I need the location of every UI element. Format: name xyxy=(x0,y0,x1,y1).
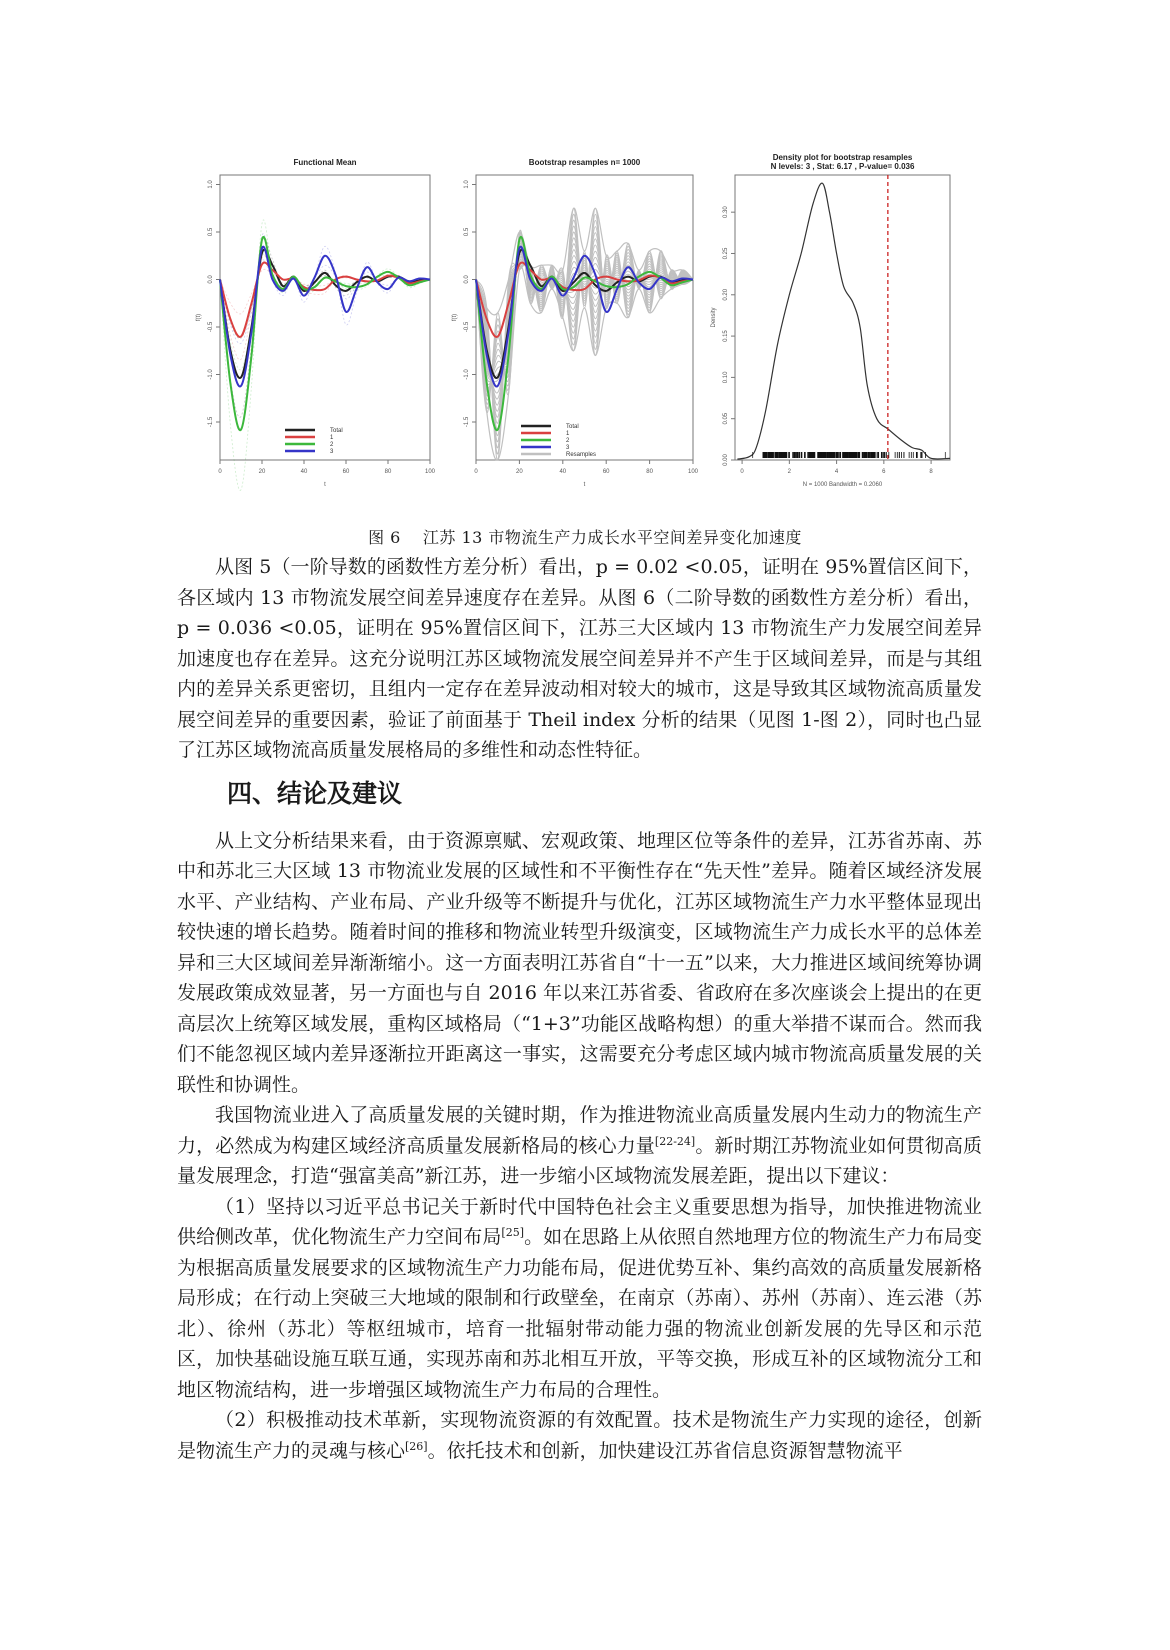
x-tick-label: 0 xyxy=(740,469,744,475)
figure-6 xyxy=(190,150,1020,510)
chart-title: Bootstrap resamples n= 1000 xyxy=(528,158,641,167)
y-tick-label: 0.0 xyxy=(464,275,470,284)
legend-label: 3 xyxy=(330,449,334,455)
density-curve xyxy=(737,183,950,459)
legend-label: 2 xyxy=(566,438,570,444)
y-tick-label: -1.5 xyxy=(464,416,470,428)
x-tick-label: 100 xyxy=(687,469,699,475)
article-body xyxy=(177,552,982,1466)
chart-title: Functional Mean xyxy=(293,158,357,167)
y-tick-label: -0.5 xyxy=(464,321,470,333)
y-tick-label: 0.20 xyxy=(723,288,729,301)
plot-frame xyxy=(735,175,950,460)
y-tick-label: 0.15 xyxy=(723,330,729,342)
paragraph-anova-results: 从图 5（一阶导数的函数性方差分析）看出，p = 0.02 <0.05，证明在 95%置信区间下，各区域内 13 市物流发展空间差异速度存在差异。从图 6（二阶导数的函数性方差分析）看出，p = 0.036 <0.05，证明在 95%置信区间下，江苏三大区域内 13 市物流生产力发展空间差异加速度也存在差异。这充分说明江苏区域物流发展空间差异并不产生于区域间差异，而是与其组内的差异关系更密切，且组内一定存在差异波动相对较大的城市，这是导致其区域物流高质量发展空间差异的重要因素，验证了前面基于 Theil index 分析的结果（见图 1-图 2），同时也凸显了江苏区域物流高质量发展格局的多维性和动态性特征。 xyxy=(177,556,982,761)
y-tick-label: 0.00 xyxy=(723,454,729,466)
x-tick-label: 80 xyxy=(646,469,653,475)
paragraph-conclusion-summary: 从上文分析结果来看，由于资源禀赋、宏观政策、地理区位等条件的差异，江苏省苏南、苏中和苏北三大区域 13 市物流业发展的区域性和不平衡性存在“先天性”差异。随着区域经济发展水平、产业结构、产业布局、产业升级等不断提升与优化，江苏区域物流生产力水平整体显现出较快速的增长趋势。随着时间的推移和物流业转型升级演变，区域物流生产力成长水平的总体差异和三大区域间差异渐渐缩小。这一方面表明江苏省自“十一五”以来，大力推进区域间统筹协调发展政策成效显著，另一方面也与自 2016 年以来江苏省委、省政府在多次座谈会上提出的在更高层次上统筹区域发展，重构区域格局（“1+3”功能区战略构想）的重大举措不谋而合。然而我们不能忽视区域内差异逐渐拉开距离这一事实，这需要充分考虑区域内城市物流高质量发展的关联性和协调性。 xyxy=(177,829,982,1096)
y-tick-label: -1.0 xyxy=(208,369,214,380)
text: （1）坚持以习近平总书记关于新时代中国特色社会主义重要思想为指导，加快推进物流业供给侧改革，优化物流生产力空间布局 xyxy=(177,1195,982,1248)
legend-label: 2 xyxy=(330,442,334,448)
x-tick-label: 0 xyxy=(218,469,222,475)
y-tick-label: 0.10 xyxy=(723,371,729,384)
figure-caption-text: 江苏 13 市物流生产力成长水平空间差异变化加速度 xyxy=(422,528,802,547)
y-tick-label: -1.0 xyxy=(464,369,470,380)
x-axis-label: N = 1000 Bandwidth = 0.2060 xyxy=(802,482,883,488)
x-tick-label: 6 xyxy=(882,469,886,475)
chart-bootstrap-resamples xyxy=(448,150,713,495)
x-tick-label: 60 xyxy=(342,469,350,475)
chart-subtitle: N levels: 3 , Stat: 6.17 , P-value= 0.036 xyxy=(770,162,915,171)
x-tick-label: 4 xyxy=(834,469,839,475)
x-axis-label: t xyxy=(324,482,326,488)
chart-density-plot-svg xyxy=(705,150,980,495)
text: 。新时期江苏物流业如何贯彻高质量发展理念，打造“强富美高”新江苏，进一步缩小区域物流发展差距，提出以下建议： xyxy=(177,1134,982,1187)
y-tick-label: -1.5 xyxy=(208,416,214,428)
text: 。依托技术和创新，加快建设江苏省信息资源智慧物流平 xyxy=(427,1439,903,1462)
section-heading-conclusions: 四、结论及建议 xyxy=(227,778,403,808)
y-tick-label: 0.0 xyxy=(208,275,214,284)
y-tick-label: 0.05 xyxy=(723,412,729,425)
y-tick-label: 0.30 xyxy=(723,206,729,219)
x-tick-label: 40 xyxy=(559,469,567,475)
chart-bootstrap-resamples-svg xyxy=(448,150,713,495)
citation-ref-22-24: [22-24] xyxy=(654,1134,696,1148)
citation-ref-25: [25] xyxy=(501,1226,524,1239)
text: 我国物流业进入了高质量发展的关键时期，作为推进物流业高质量发展内生动力的物流生产力，必然成为构建区域经济高质量发展新格局的核心力量 xyxy=(177,1104,982,1157)
x-tick-label: 80 xyxy=(384,469,392,475)
y-axis-label: Density xyxy=(711,307,717,328)
x-tick-label: 100 xyxy=(424,469,436,475)
citation-ref-26: [26] xyxy=(405,1439,428,1453)
y-tick-label: 1.0 xyxy=(464,180,470,189)
y-axis-label: f(t) xyxy=(452,313,458,322)
chart-functional-mean xyxy=(190,150,455,495)
x-tick-label: 60 xyxy=(602,469,610,475)
figure-caption xyxy=(0,525,1170,548)
x-tick-label: 2 xyxy=(787,469,792,475)
x-tick-label: 20 xyxy=(516,469,523,475)
series-line-3 xyxy=(220,247,430,387)
paragraph-recommendation-2 xyxy=(177,1405,982,1466)
chart-functional-mean-svg xyxy=(190,150,455,495)
chart-title: Density plot for bootstrap resamples xyxy=(772,153,913,162)
legend-label: 3 xyxy=(566,445,570,451)
legend-label: 1 xyxy=(566,431,570,437)
y-tick-label: 0.5 xyxy=(208,227,214,237)
legend-label: Total xyxy=(330,428,343,434)
y-tick-label: -0.5 xyxy=(208,321,214,333)
legend-label: Total xyxy=(566,424,579,430)
x-axis-label: t xyxy=(583,482,586,488)
legend-label: 1 xyxy=(330,435,334,441)
legend-label: Resamples xyxy=(566,452,597,458)
text: （2）积极推动技术革新，实现物流资源的有效配置。技术是物流生产力实现的途径，创新是物流生产力的灵魂与核心 xyxy=(177,1409,982,1462)
y-tick-label: 0.25 xyxy=(723,247,729,260)
y-axis-label: f(t) xyxy=(196,313,202,322)
x-tick-label: 40 xyxy=(300,469,308,475)
x-tick-label: 20 xyxy=(258,469,266,475)
text: 。如在思路上从依照自然地理方位的物流生产力布局变为根据高质量发展要求的区域物流生产力功能布局，促进优势互补、集约高效的高质量发展新格局形成；在行动上突破三大地域的限制和行政壁垒，在南京（苏南）、苏州（苏南）、连云港（苏北）、徐州（苏北）等枢纽城市，培育一批辐射带动能力强的物流业创新发展的先导区和示范区，加快基础设施互联互通，实现苏南和苏北相互开放，平等交换，形成互补的区域物流分工和地区物流结构，进一步增强区域物流生产力布局的合理性。 xyxy=(177,1226,982,1401)
x-tick-label: 0 xyxy=(474,469,478,475)
paragraph-recommendations-intro xyxy=(177,1100,982,1192)
figure-caption-number: 图 6 xyxy=(368,528,401,547)
plot-frame xyxy=(220,175,430,460)
chart-density-plot xyxy=(705,150,980,495)
paragraph-recommendation-1 xyxy=(177,1192,982,1406)
y-tick-label: 1.0 xyxy=(208,180,214,189)
y-tick-label: 0.5 xyxy=(464,227,470,237)
x-tick-label: 8 xyxy=(929,469,933,475)
